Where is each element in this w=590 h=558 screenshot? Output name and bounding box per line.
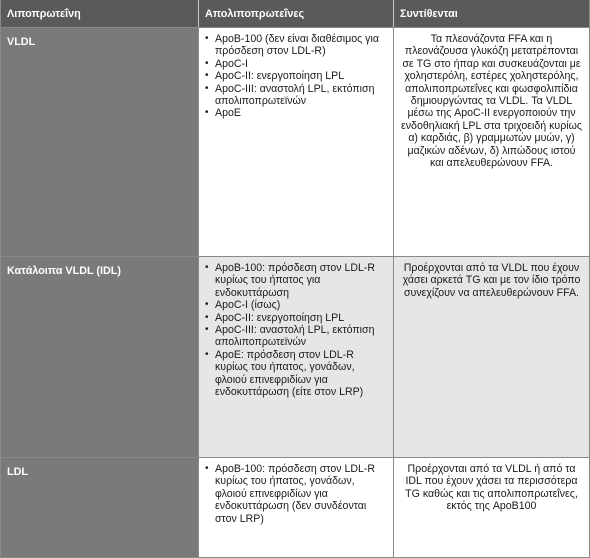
table-header-row [1, 0, 589, 27]
list-item: • ApoB-100: πρόσδεση στον LDL-R κυρίως του ήπατος, γονάδων, φλοιού επινεφριδίων για ενδοκυττάρωση (δεν συνδέονται στον LRP) [204, 463, 389, 525]
apolipoprotein-cell [198, 458, 393, 557]
list-item: • ApoC-II: ενεργοποίηση LPL [204, 312, 389, 324]
table-row-ldl [1, 457, 589, 557]
apolipoprotein-cell [198, 257, 393, 457]
row-label: Κατάλοιπα VLDL (IDL) [1, 257, 198, 457]
synthesis-description: Προέρχονται από τα VLDL που έχουν χάσει αρκετά TG και με τον ίδιο τρόπο συνεχίζουν να απελευθερώνουν FFA. [393, 257, 589, 457]
header-apolipoproteins: Απολιποπρωτεΐνες [198, 0, 393, 27]
synthesis-description: Τα πλεονάζοντα FFA και η πλεονάζουσα γλυκόζη μετατρέπονται σε TG στο ήπαρ και συσκευάζονται με χοληστερόλη, εστέρες χοληστερόλης, απολιποπρωτεΐνες και φωσφολιπίδια δημιουργώντας τα VLDL. Τα VLDL μέσω της ApoC-II ενεργοποιούν την ενδοθηλιακή LPL στα τριχοειδή κυρίως α) καρδιάς, β) γραμμωτών μυών, γ) μαζικών αδένων, δ) λιπώδους ιστού και απελευθερώνουν FFA. [393, 28, 589, 256]
list-item: • ApoE [204, 107, 389, 119]
apolipoprotein-list [199, 257, 393, 398]
list-item: • ApoC-II: ενεργοποίηση LPL [204, 70, 389, 82]
list-item: • ApoB-100 (δεν είναι διαθέσιμος για πρόσδεση στον LDL-R) [204, 33, 389, 58]
list-item: • ApoB-100: πρόσδεση στον LDL-R κυρίως του ήπατος για ενδοκυττάρωση [204, 262, 389, 299]
header-synthesis: Συντίθενται [393, 0, 589, 27]
apolipoprotein-list [199, 28, 393, 120]
row-label: VLDL [1, 28, 198, 256]
apolipoprotein-cell [198, 28, 393, 256]
apolipoprotein-list [199, 458, 393, 525]
list-item: • ApoC-III: αναστολή LPL, εκτόπιση απολιποπρωτεϊνών [204, 324, 389, 349]
synthesis-description: Προέρχονται από τα VLDL ή από τα IDL που έχουν χάσει τα περισσότερα TG καθώς και τις απολιποπρωτεΐνες, εκτός της ApoB100 [393, 458, 589, 557]
table-row-vldl [1, 27, 589, 256]
list-item: • ApoC-I (ίσως) [204, 299, 389, 311]
table-row-idl [1, 256, 589, 457]
header-lipoprotein: Λιποπρωτεΐνη [7, 8, 81, 20]
list-item: • ApoC-III: αναστολή LPL, εκτόπιση απολιποπρωτεϊνών [204, 83, 389, 108]
row-label: LDL [1, 458, 198, 557]
list-item: • ApoE: πρόσδεση στον LDL-R κυρίως του ήπατος, γονάδων, φλοιού επινεφριδίων για ενδοκυττάρωση (είτε στον LRP) [204, 349, 389, 399]
list-item: • ApoC-I [204, 58, 389, 70]
